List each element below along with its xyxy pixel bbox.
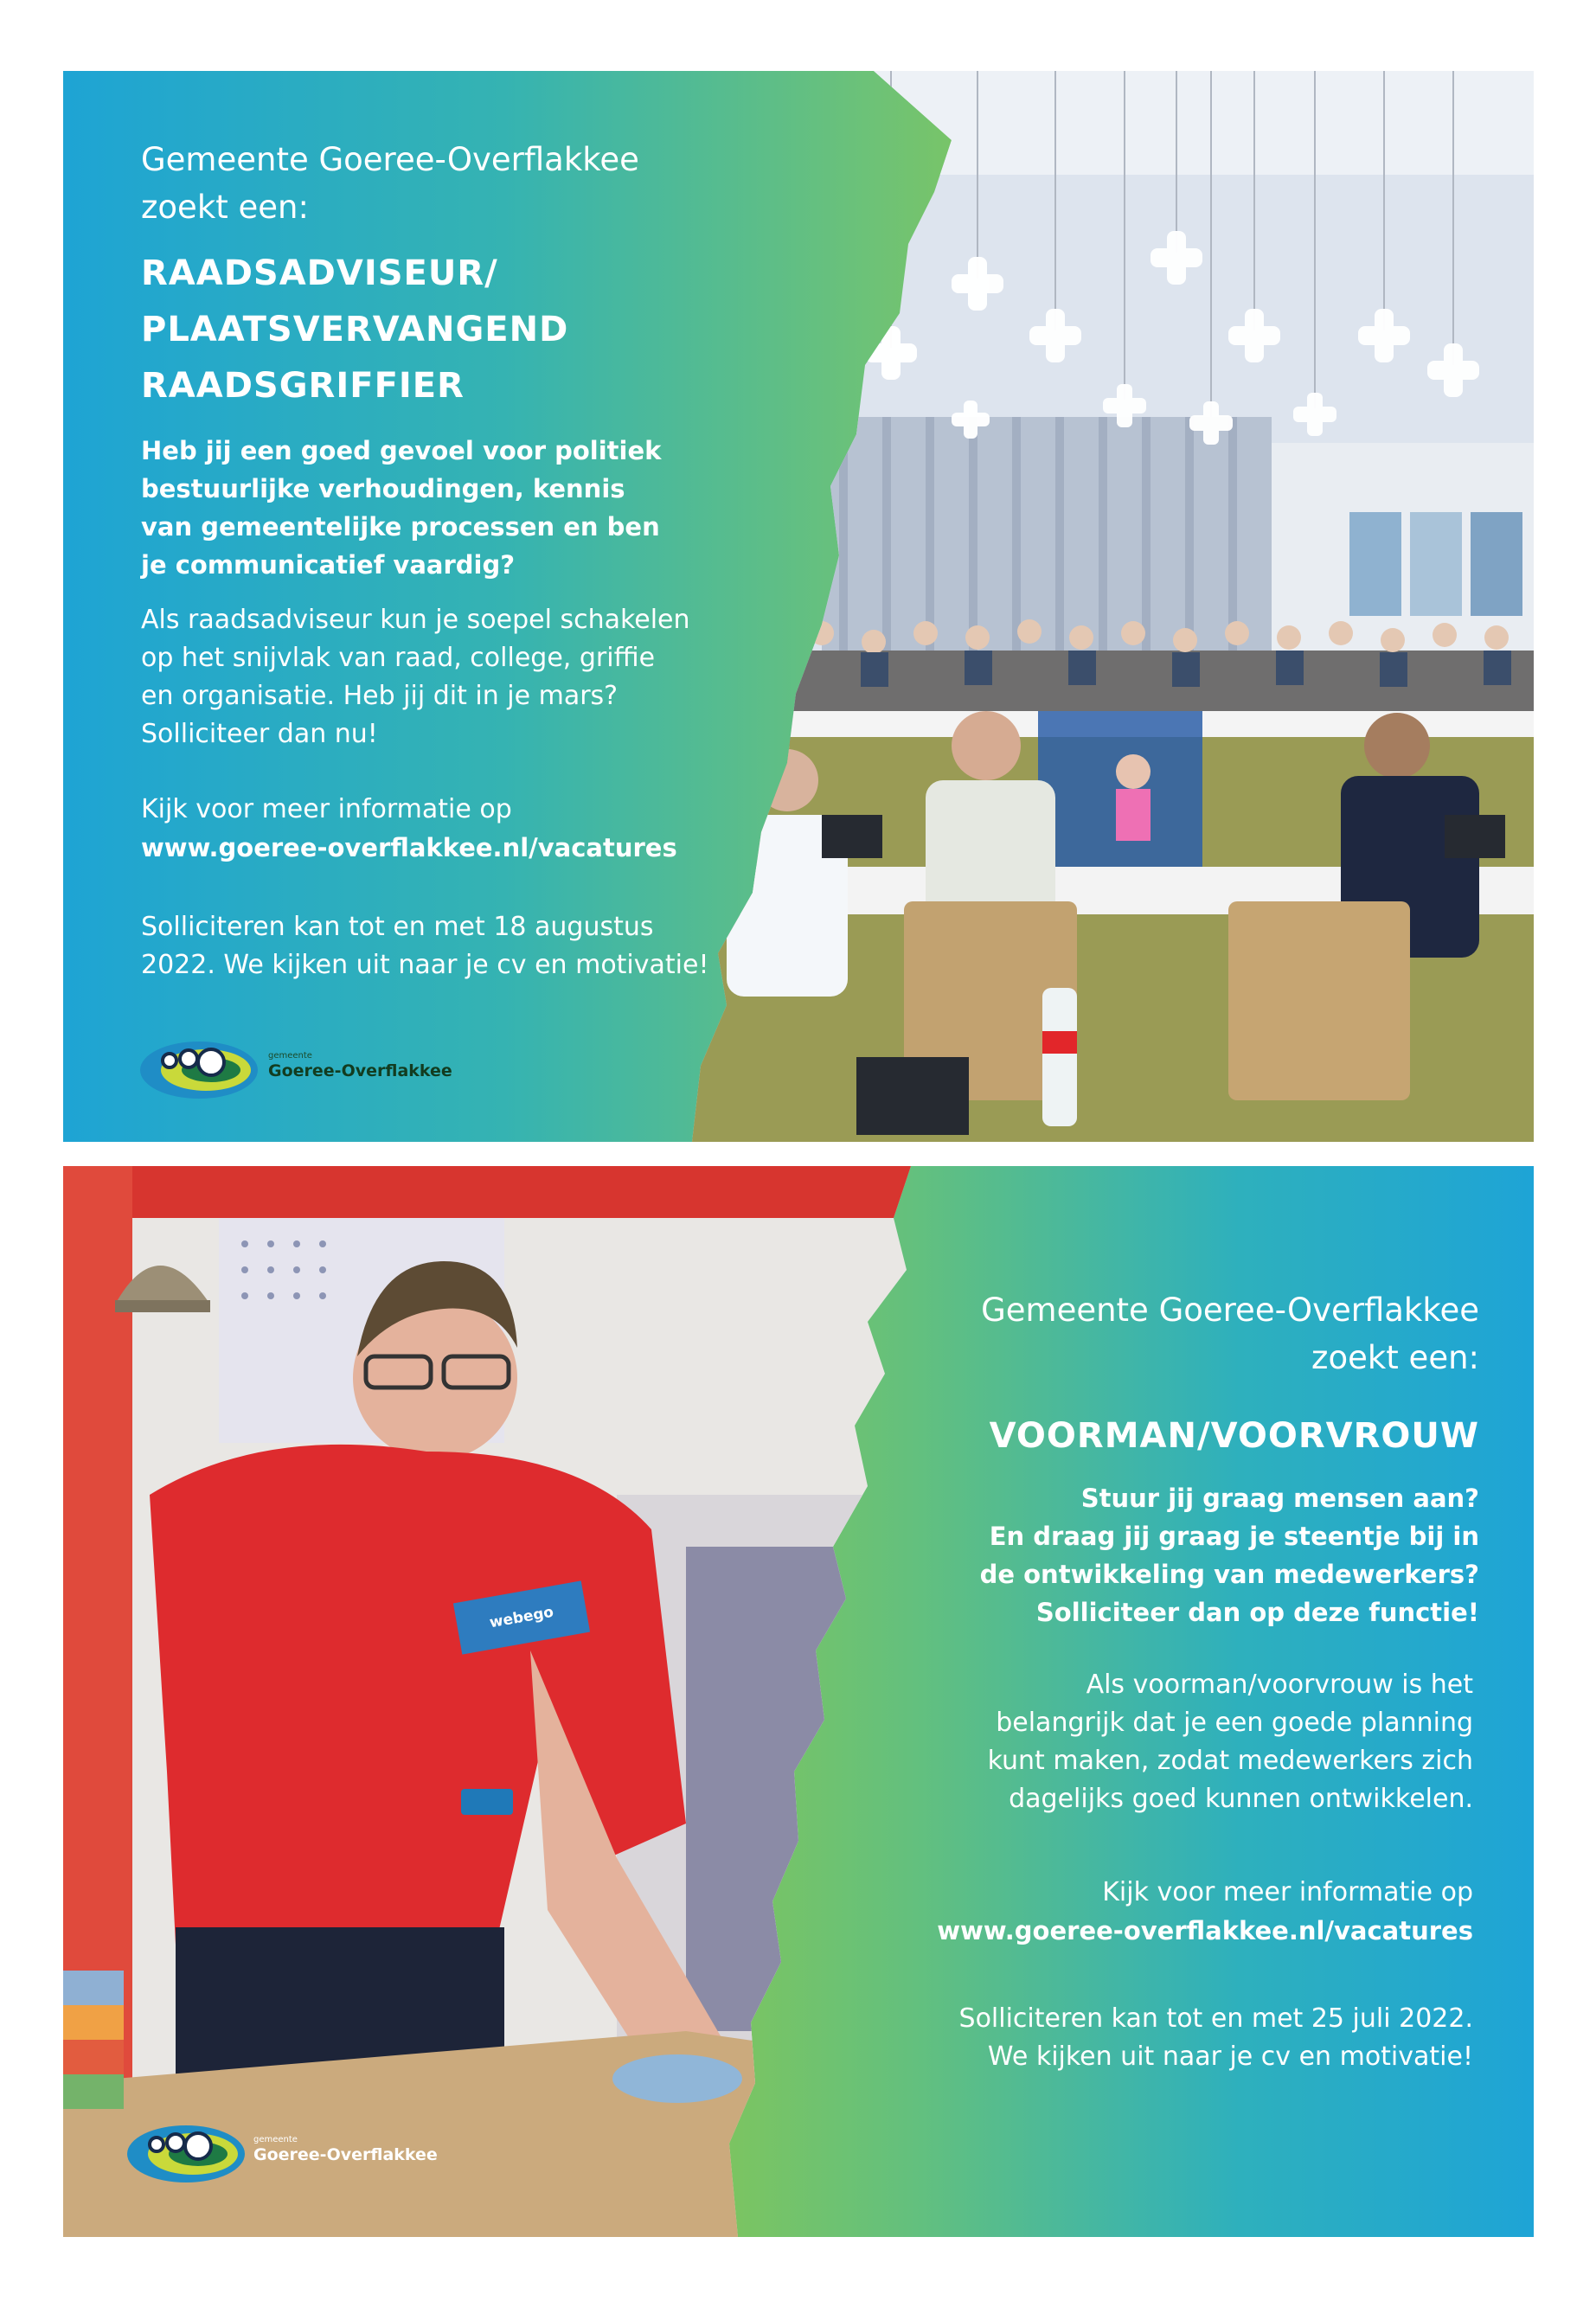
logo-mark-icon: [137, 1034, 258, 1103]
body-line-1: Als voorman/voorvrouw is het: [1086, 1670, 1473, 1700]
job-title: [141, 246, 729, 414]
body-text: [885, 1666, 1473, 1818]
logo-name: Goeree-Overflakkee: [253, 2145, 438, 2164]
info-line: Kijk voor meer informatie op: [141, 794, 512, 824]
intro-line-1: Gemeente Goeree-Overflakkee: [981, 1292, 1479, 1329]
deadline-line-1: Solliciteren kan tot en met 18 augustus: [141, 912, 654, 942]
worker-wiping-table-photo: [63, 1166, 928, 2237]
job-title-line-3: RAADSGRIFFIER: [141, 366, 465, 406]
logo-subtitle: gemeente: [268, 1051, 312, 1061]
info-line: Kijk voor meer informatie op: [1102, 1877, 1473, 1907]
worker-illustration: [63, 1166, 928, 2237]
job-title: [876, 1408, 1479, 1465]
council-chamber-illustration: [692, 71, 1534, 1142]
job-title-line-2: PLAATSVERVANGEND: [141, 310, 569, 349]
council-chamber-photo: [692, 71, 1534, 1142]
intro-text: [937, 1286, 1479, 1381]
municipality-logo: [137, 1034, 483, 1103]
lead-line-2: En draag jij graag je steentje bij in: [989, 1522, 1479, 1551]
body-line-4: dagelijks goed kunnen ontwikkelen.: [1009, 1784, 1473, 1814]
shirt-logo-text: webego: [488, 1603, 555, 1632]
more-info: [868, 1874, 1473, 1950]
deadline-line-2: 2022. We kijken uit naar je cv en motivatie!: [141, 950, 709, 980]
job-title-line-1: RAADSADVISEUR/: [141, 253, 498, 293]
lead-line-1: Stuur jij graag mensen aan?: [1080, 1484, 1479, 1513]
deadline-line-1: Solliciteren kan tot en met 25 juli 2022.: [958, 2003, 1473, 2034]
lead-line-1: Heb jij een goed gevoel voor politiek: [141, 436, 662, 465]
vacancies-url-link[interactable]: www.goeree-overflakkee.nl/vacatures: [937, 1916, 1473, 1945]
body-line-2: op het snijvlak van raad, college, griffie: [141, 643, 656, 673]
lead-line-3: de ontwikkeling van medewerkers?: [979, 1560, 1479, 1589]
lead-line-4: je communicatief vaardig?: [141, 550, 516, 580]
logo-mark-icon: [124, 2118, 245, 2187]
lead-question: [885, 1479, 1479, 1631]
lead-question: [141, 432, 747, 584]
deadline-text: [868, 2000, 1473, 2076]
intro-line-2: zoekt een:: [141, 189, 309, 226]
deadline-text: [141, 908, 764, 984]
lead-line-4: Solliciteer dan op deze functie!: [1035, 1598, 1479, 1627]
body-line-4: Solliciteer dan nu!: [141, 719, 378, 749]
body-line-3: en organisatie. Heb jij dit in je mars?: [141, 681, 619, 711]
vacancy-card-voorman: [63, 1166, 1534, 2237]
logo-subtitle: gemeente: [253, 2135, 298, 2144]
body-text: [141, 601, 747, 753]
intro-line-1: Gemeente Goeree-Overflakkee: [141, 141, 639, 178]
more-info: [141, 791, 764, 867]
body-line-3: kunt maken, zodat medewerkers zich: [987, 1746, 1473, 1776]
intro-line-2: zoekt een:: [1311, 1339, 1479, 1376]
body-line-1: Als raadsadviseur kun je soepel schakelen: [141, 605, 690, 635]
vacancies-url-link[interactable]: www.goeree-overflakkee.nl/vacatures: [141, 833, 677, 862]
vacancy-card-raadsadviseur: [63, 71, 1534, 1142]
logo-name: Goeree-Overflakkee: [268, 1061, 452, 1080]
intro-text: [141, 136, 729, 231]
body-line-2: belangrijk dat je een goede planning: [996, 1708, 1473, 1738]
deadline-line-2: We kijken uit naar je cv en motivatie!: [987, 2041, 1473, 2072]
municipality-logo: [124, 2118, 470, 2187]
job-title-line: VOORMAN/VOORVROUW: [989, 1416, 1479, 1456]
lead-line-2: bestuurlijke verhoudingen, kennis: [141, 474, 625, 503]
lead-line-3: van gemeentelijke processen en ben: [141, 512, 660, 542]
